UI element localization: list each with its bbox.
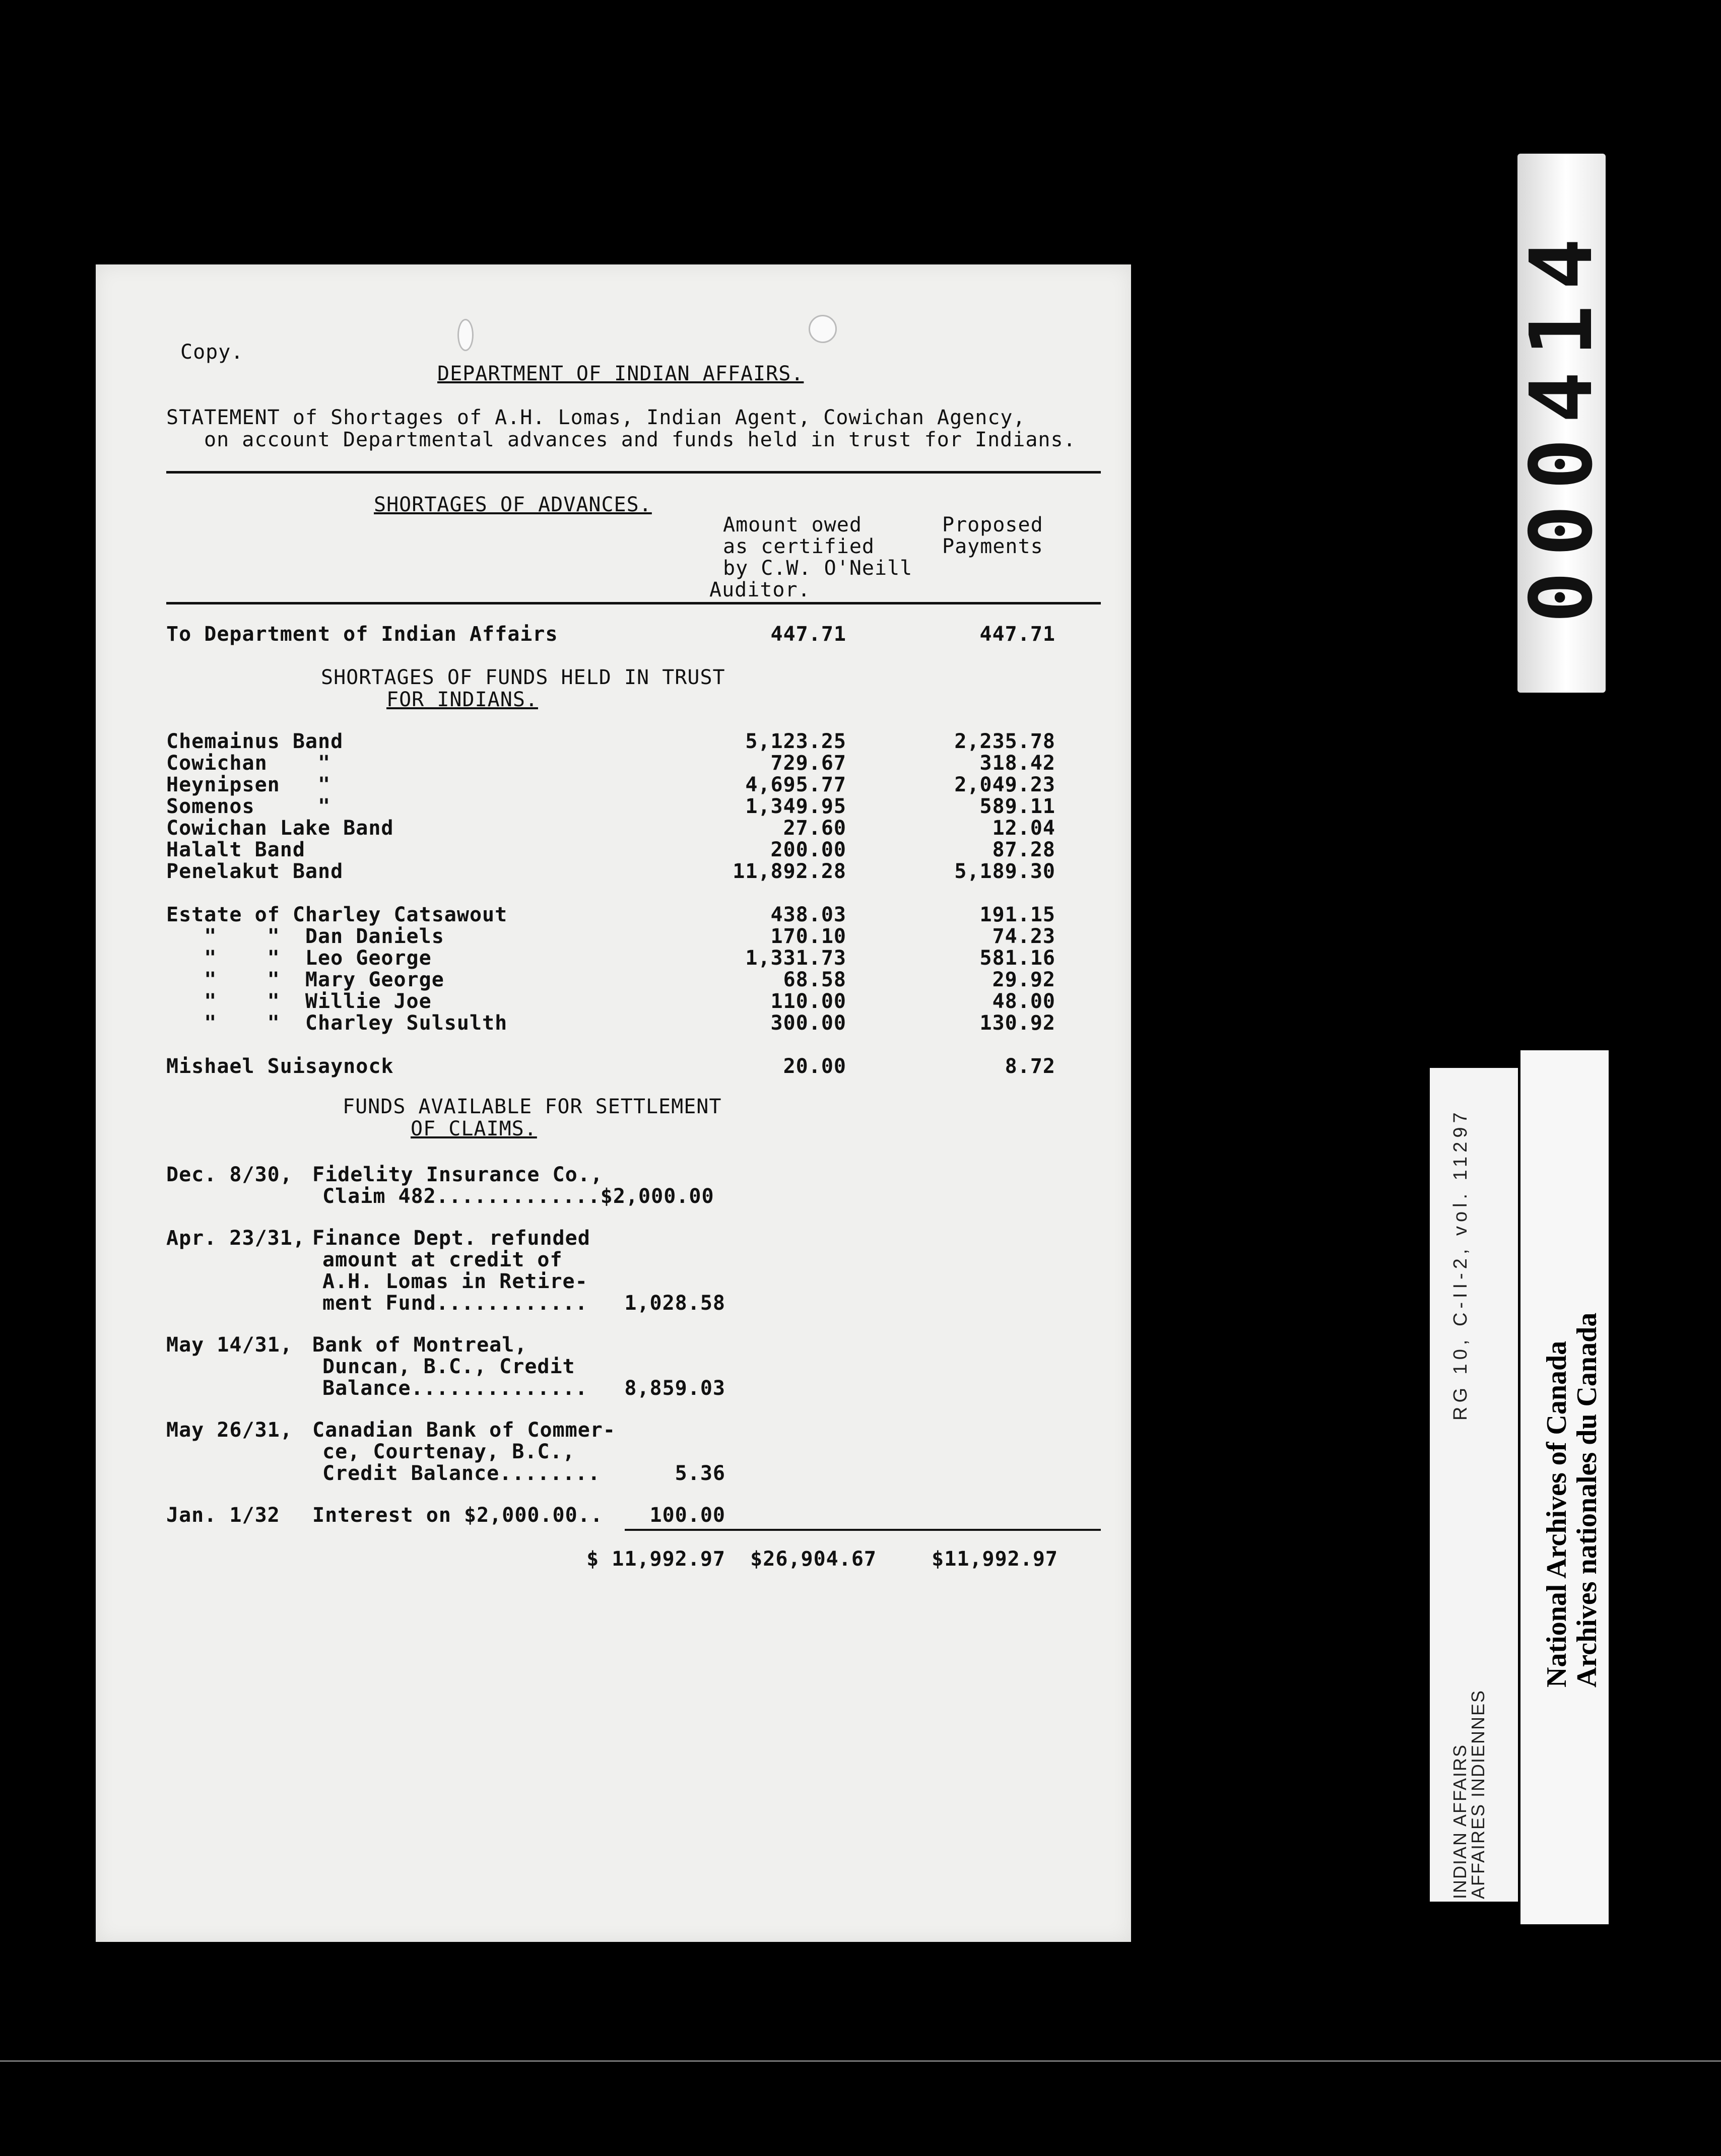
fund-amount: 1,028.58	[624, 1292, 725, 1315]
estate-owed: 68.58	[783, 968, 846, 991]
col-owed-header: by C.W. O'Neill	[723, 557, 913, 580]
fund-line: ment Fund............	[322, 1292, 588, 1315]
statement-line-2: on account Departmental advances and funds held in trust for Indians.	[204, 428, 1076, 451]
estate-label: " " Leo George	[166, 947, 432, 970]
fund-line: Duncan, B.C., Credit	[322, 1355, 575, 1378]
band-proposed: 12.04	[992, 817, 1055, 840]
fund-amount: 5.36	[675, 1462, 725, 1485]
header-rule	[166, 602, 1101, 604]
band-owed: 1,349.95	[745, 795, 846, 818]
fund-line: ce, Courtenay, B.C.,	[322, 1440, 575, 1463]
trust-heading: FOR INDIANS.	[386, 688, 538, 711]
col-owed-header: Auditor.	[709, 578, 811, 601]
statement-line-1: STATEMENT of Shortages of A.H. Lomas, Indian Agent, Cowichan Agency,	[166, 406, 1026, 429]
band-owed: 5,123.25	[745, 730, 846, 753]
row-proposed: 447.71	[979, 623, 1055, 646]
fund-line: Finance Dept. refunded	[312, 1227, 590, 1250]
fund-date: Apr. 23/31,	[166, 1227, 305, 1250]
band-proposed: 2,235.78	[954, 730, 1055, 753]
estate-label: " " Mary George	[166, 968, 444, 991]
fund-line: Bank of Montreal,	[312, 1333, 527, 1357]
funds-heading: OF CLAIMS.	[411, 1117, 537, 1140]
estate-label: " " Charley Sulsulth	[166, 1012, 508, 1035]
fund-line: Interest on $2,000.00..	[312, 1504, 603, 1527]
fund-date: Dec. 8/30,	[166, 1163, 293, 1186]
band-label: Somenos "	[166, 795, 331, 818]
band-label: Halalt Band	[166, 838, 305, 861]
band-label: Chemainus Band	[166, 730, 344, 753]
col-proposed-header: Payments	[942, 535, 1043, 558]
estate-proposed: 130.92	[979, 1012, 1055, 1035]
row-label: To Department of Indian Affairs	[166, 623, 558, 646]
fund-line: amount at credit of	[322, 1248, 563, 1271]
advances-heading: SHORTAGES OF ADVANCES.	[374, 493, 652, 516]
col-proposed-header: Proposed	[942, 513, 1043, 536]
estate-proposed: 191.15	[979, 903, 1055, 926]
department-title: DEPARTMENT OF INDIAN AFFAIRS.	[437, 362, 804, 385]
indian-affairs-text: INDIAN AFFAIRS AFFAIRES INDIENNES	[1449, 1689, 1488, 1899]
band-proposed: 2,049.23	[954, 773, 1055, 796]
fund-amount: 8,859.03	[624, 1377, 725, 1400]
band-owed: 11,892.28	[733, 860, 846, 883]
band-label: Cowichan "	[166, 752, 331, 775]
document-page	[96, 264, 1131, 1942]
scan-border-line	[0, 2060, 1721, 2062]
total-owed: $26,904.67	[750, 1547, 877, 1571]
estate-proposed: 581.16	[979, 947, 1055, 970]
col-owed-header: as certified	[723, 535, 875, 558]
copy-label: Copy.	[180, 341, 244, 364]
other-label: Mishael Suisaynock	[166, 1055, 394, 1078]
fund-date: Jan. 1/32	[166, 1504, 280, 1527]
band-owed: 200.00	[770, 838, 846, 861]
stamp-number: 000414	[1511, 223, 1612, 624]
archive-number-stamp	[1511, 154, 1612, 693]
total-funds: $ 11,992.97	[586, 1547, 725, 1571]
fund-line: A.H. Lomas in Retire-	[322, 1270, 588, 1293]
trust-heading: SHORTAGES OF FUNDS HELD IN TRUST	[321, 666, 725, 689]
fund-date: May 14/31,	[166, 1333, 293, 1357]
punch-hole	[809, 315, 837, 343]
col-owed-header: Amount owed	[723, 513, 862, 536]
estate-owed: 438.03	[770, 903, 846, 926]
estate-proposed: 48.00	[992, 990, 1055, 1013]
reference-text: RG 10, C-II-2, vol. 11297	[1450, 1108, 1471, 1421]
other-owed: 20.00	[783, 1055, 846, 1078]
estate-owed: 1,331.73	[745, 947, 846, 970]
fund-amount: 100.00	[649, 1504, 725, 1527]
estate-owed: 110.00	[770, 990, 846, 1013]
band-proposed: 87.28	[992, 838, 1055, 861]
band-owed: 4,695.77	[745, 773, 846, 796]
estate-proposed: 74.23	[992, 925, 1055, 948]
funds-heading: FUNDS AVAILABLE FOR SETTLEMENT	[343, 1095, 722, 1118]
fund-line: Claim 482.............$2,000.00	[322, 1185, 714, 1208]
band-owed: 729.67	[770, 752, 846, 775]
fund-line: Balance..............	[322, 1377, 588, 1400]
archives-text: National Archives of Canada Archives nationales du Canada	[1541, 1312, 1603, 1688]
estate-owed: 170.10	[770, 925, 846, 948]
fund-line: Canadian Bank of Commer-	[312, 1419, 616, 1442]
estate-label: Estate of Charley Catsawout	[166, 903, 508, 926]
fund-line: Fidelity Insurance Co.,	[312, 1163, 603, 1186]
estate-proposed: 29.92	[992, 968, 1055, 991]
band-label: Heynipsen "	[166, 773, 331, 796]
row-owed: 447.71	[770, 623, 846, 646]
other-proposed: 8.72	[1005, 1055, 1055, 1078]
band-owed: 27.60	[783, 817, 846, 840]
total-proposed: $11,992.97	[932, 1547, 1058, 1571]
band-proposed: 5,189.30	[954, 860, 1055, 883]
fund-line: Credit Balance........	[322, 1462, 601, 1485]
estate-owed: 300.00	[770, 1012, 846, 1035]
punch-hole	[457, 319, 474, 351]
top-rule	[166, 471, 1101, 474]
estate-label: " " Dan Daniels	[166, 925, 444, 948]
estate-label: " " Willie Joe	[166, 990, 432, 1013]
total-rule	[625, 1529, 1101, 1531]
band-label: Penelakut Band	[166, 860, 344, 883]
band-proposed: 589.11	[979, 795, 1055, 818]
fund-date: May 26/31,	[166, 1419, 293, 1442]
band-label: Cowichan Lake Band	[166, 817, 394, 840]
band-proposed: 318.42	[979, 752, 1055, 775]
